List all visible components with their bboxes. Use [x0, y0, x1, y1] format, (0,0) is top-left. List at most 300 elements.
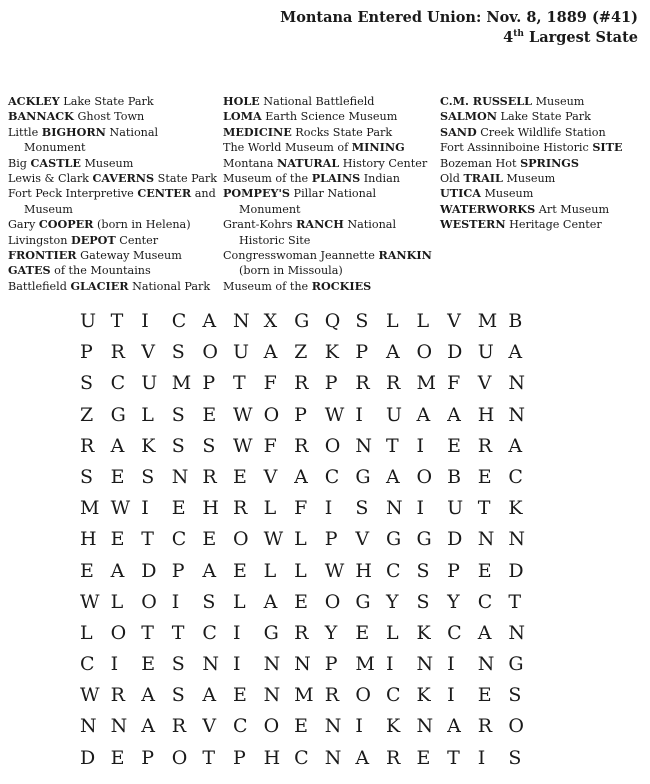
- grid-letter[interactable]: N: [232, 310, 250, 332]
- grid-letter[interactable]: L: [416, 310, 430, 332]
- word-list-keyword: COOPER: [38, 217, 94, 232]
- grid-letter[interactable]: A: [202, 310, 217, 332]
- grid-letter[interactable]: E: [477, 684, 492, 707]
- grid-letter[interactable]: K: [324, 341, 339, 364]
- grid-letter[interactable]: L: [294, 528, 307, 551]
- grid-letter[interactable]: M: [477, 310, 498, 332]
- word-list-keyword: LOMA: [223, 109, 262, 124]
- grid-letter[interactable]: V: [202, 715, 217, 738]
- grid-letter[interactable]: G: [355, 465, 371, 488]
- grid-letter[interactable]: E: [477, 465, 492, 488]
- word-list-keyword: GLACIER: [70, 278, 129, 293]
- grid-letter[interactable]: T: [232, 372, 246, 395]
- word-list-item: [440, 156, 650, 171]
- word-list-item-suffix: Heritage Center: [505, 218, 602, 232]
- grid-letter[interactable]: A: [294, 465, 308, 488]
- grid-letter[interactable]: C: [202, 621, 217, 644]
- grid-letter[interactable]: O: [324, 590, 341, 613]
- grid-letter[interactable]: C: [294, 746, 309, 769]
- grid-letter[interactable]: R: [294, 372, 309, 395]
- grid-letter[interactable]: U: [141, 372, 158, 395]
- grid-letter[interactable]: E: [232, 465, 247, 488]
- word-list-item-suffix: Center: [115, 233, 159, 247]
- word-list-item-suffix: National Monument: [24, 125, 159, 155]
- word-list-item-suffix: Earth Science Museum: [261, 110, 398, 124]
- grid-letter[interactable]: V: [447, 310, 461, 332]
- word-list-item: [8, 94, 223, 109]
- word-list-keyword: RANKIN: [378, 248, 432, 263]
- grid-letter[interactable]: S: [171, 403, 185, 426]
- grid-letter[interactable]: H: [80, 528, 97, 551]
- grid-letter[interactable]: Y: [447, 590, 460, 613]
- word-list-keyword: RANCH: [296, 217, 344, 232]
- grid-letter[interactable]: Q: [324, 310, 341, 332]
- grid-letter[interactable]: S: [508, 684, 522, 707]
- grid-letter[interactable]: I: [447, 684, 455, 707]
- grid-letter[interactable]: M: [171, 372, 192, 395]
- grid-letter[interactable]: O: [202, 341, 218, 364]
- grid-letter[interactable]: A: [447, 403, 461, 426]
- grid-letter[interactable]: U: [477, 341, 494, 364]
- grid-letter[interactable]: O: [324, 434, 341, 457]
- grid-letter[interactable]: M: [355, 653, 375, 676]
- grid-letter[interactable]: W: [232, 434, 253, 457]
- grid-row: [80, 649, 539, 680]
- grid-letter[interactable]: I: [477, 746, 486, 769]
- grid-row: [80, 368, 539, 399]
- grid-letter[interactable]: T: [110, 310, 124, 332]
- grid-letter[interactable]: O: [171, 746, 188, 769]
- grid-letter[interactable]: T: [171, 621, 185, 644]
- grid-letter[interactable]: R: [294, 434, 309, 457]
- grid-letter[interactable]: A: [385, 341, 400, 364]
- grid-letter[interactable]: I: [141, 310, 149, 332]
- word-list-keyword: BANNACK: [8, 109, 74, 124]
- word-list-item-prefix: Bozeman Hot: [440, 156, 521, 170]
- grid-letter[interactable]: T: [202, 746, 216, 769]
- grid-letter[interactable]: S: [171, 434, 185, 457]
- grid-letter[interactable]: H: [263, 746, 281, 769]
- grid-letter[interactable]: C: [385, 684, 401, 707]
- grid-letter[interactable]: T: [508, 590, 521, 613]
- grid-row: [80, 462, 539, 493]
- grid-letter[interactable]: N: [263, 684, 281, 707]
- grid-letter[interactable]: N: [294, 653, 311, 676]
- word-list-keyword: MINING: [351, 140, 405, 155]
- word-list-item-prefix: Grant-Kohrs: [223, 218, 297, 232]
- word-list-item: [8, 233, 223, 248]
- grid-letter[interactable]: N: [416, 653, 434, 676]
- grid-letter[interactable]: N: [263, 653, 281, 676]
- word-list-item-suffix: Creek Wildlife Station: [476, 125, 606, 139]
- word-list-keyword: SITE: [592, 140, 623, 155]
- grid-letter[interactable]: C: [171, 310, 187, 332]
- word-list-item-suffix: Rocks State Park: [291, 125, 393, 139]
- grid-letter[interactable]: W: [324, 559, 345, 582]
- grid-letter[interactable]: R: [171, 715, 187, 738]
- grid-letter[interactable]: K: [416, 684, 431, 707]
- grid-letter[interactable]: E: [171, 497, 186, 520]
- grid-letter[interactable]: R: [110, 684, 125, 707]
- grid-row: [80, 337, 539, 368]
- grid-letter[interactable]: I: [416, 497, 425, 520]
- word-list-item-prefix: Museum of the: [223, 172, 312, 186]
- grid-letter[interactable]: L: [385, 621, 399, 644]
- header-subtitle: [280, 28, 638, 48]
- word-list-keyword: ACKLEY: [8, 94, 60, 108]
- grid-letter[interactable]: A: [416, 403, 431, 426]
- grid-letter[interactable]: U: [447, 497, 464, 520]
- grid-letter[interactable]: N: [477, 528, 495, 551]
- grid-letter[interactable]: R: [355, 372, 370, 395]
- word-list-item-suffix: History Center: [339, 156, 428, 170]
- grid-letter[interactable]: M: [294, 684, 314, 707]
- grid-letter[interactable]: U: [385, 403, 402, 426]
- word-list-item-suffix: (born in Missoula): [239, 264, 343, 278]
- grid-letter[interactable]: C: [324, 465, 340, 488]
- grid-letter[interactable]: A: [202, 559, 217, 582]
- grid-letter[interactable]: N: [477, 653, 495, 676]
- grid-letter[interactable]: A: [385, 465, 400, 488]
- grid-letter[interactable]: N: [171, 465, 189, 488]
- grid-letter[interactable]: S: [355, 310, 369, 332]
- grid-letter[interactable]: S: [171, 341, 185, 364]
- word-list-item: [8, 125, 223, 156]
- grid-letter[interactable]: N: [324, 715, 342, 738]
- grid-letter[interactable]: N: [508, 372, 525, 395]
- grid-letter[interactable]: R: [202, 465, 217, 488]
- grid-letter[interactable]: S: [202, 590, 216, 613]
- grid-letter[interactable]: C: [508, 465, 523, 488]
- grid-letter[interactable]: W: [232, 403, 253, 426]
- grid-letter[interactable]: V: [355, 528, 370, 551]
- word-list-item-suffix: National Battlefield: [259, 95, 375, 108]
- word-list-item: [8, 186, 223, 217]
- grid-letter[interactable]: O: [355, 684, 371, 707]
- grid-letter[interactable]: K: [385, 715, 401, 738]
- grid-letter[interactable]: I: [416, 434, 425, 457]
- grid-letter[interactable]: O: [416, 465, 433, 488]
- grid-letter[interactable]: A: [508, 341, 523, 364]
- word-list-item: [8, 171, 223, 186]
- grid-letter[interactable]: N: [202, 653, 219, 676]
- grid-letter[interactable]: V: [477, 372, 492, 395]
- word-list-item-suffix: and Museum: [24, 187, 216, 216]
- grid-letter[interactable]: S: [202, 434, 216, 457]
- grid-letter[interactable]: T: [385, 434, 399, 457]
- word-list-item-suffix: of the Mountains: [50, 264, 151, 278]
- word-list-keyword: GATES: [8, 263, 51, 278]
- grid-letter[interactable]: N: [385, 497, 403, 520]
- word-list-keyword: SALMON: [440, 109, 497, 124]
- word-list-keyword: CAVERNS: [92, 171, 155, 186]
- grid-row: [80, 431, 539, 462]
- grid-letter[interactable]: A: [263, 341, 278, 364]
- grid-letter[interactable]: S: [80, 372, 94, 395]
- grid-letter[interactable]: F: [263, 434, 277, 457]
- grid-letter[interactable]: G: [385, 528, 402, 551]
- grid-letter[interactable]: W: [324, 403, 345, 426]
- grid-letter[interactable]: W: [80, 684, 100, 707]
- grid-letter[interactable]: C: [385, 559, 401, 582]
- grid-letter[interactable]: C: [171, 528, 187, 551]
- grid-letter[interactable]: H: [202, 497, 219, 520]
- grid-letter[interactable]: A: [355, 746, 370, 769]
- word-list-item: [223, 140, 438, 155]
- grid-letter[interactable]: I: [447, 653, 455, 676]
- grid-letter[interactable]: I: [324, 497, 333, 520]
- grid-letter[interactable]: N: [324, 746, 342, 769]
- grid-letter[interactable]: E: [202, 528, 217, 551]
- grid-letter[interactable]: P: [324, 372, 338, 395]
- grid-letter[interactable]: N: [110, 715, 128, 738]
- word-list-item-prefix: Old: [440, 172, 464, 186]
- grid-letter[interactable]: E: [110, 746, 125, 769]
- grid-letter[interactable]: I: [355, 403, 363, 426]
- grid-letter[interactable]: M: [416, 372, 436, 395]
- word-list-item: [8, 279, 223, 294]
- word-list-item: [8, 156, 223, 171]
- grid-letter[interactable]: C: [447, 621, 462, 644]
- grid-letter[interactable]: S: [80, 465, 94, 488]
- grid-letter[interactable]: L: [263, 559, 277, 582]
- grid-letter[interactable]: E: [80, 559, 94, 582]
- grid-letter[interactable]: P: [447, 559, 460, 582]
- word-list-item: [223, 248, 438, 279]
- grid-letter[interactable]: E: [355, 621, 370, 644]
- grid-letter[interactable]: H: [355, 559, 372, 582]
- grid-letter[interactable]: L: [110, 590, 124, 613]
- word-list-item-suffix: Indian: [360, 172, 400, 186]
- grid-letter[interactable]: A: [141, 715, 155, 738]
- word-list-item: [440, 140, 650, 155]
- grid-letter[interactable]: E: [110, 528, 125, 551]
- grid-letter[interactable]: G: [263, 621, 279, 644]
- grid-letter[interactable]: R: [385, 372, 401, 395]
- grid-letter[interactable]: L: [232, 590, 246, 613]
- grid-letter[interactable]: R: [477, 434, 493, 457]
- grid-letter[interactable]: O: [508, 715, 524, 738]
- grid-letter[interactable]: C: [232, 715, 248, 738]
- word-list-item: [223, 171, 438, 186]
- grid-letter[interactable]: O: [263, 403, 280, 426]
- word-list-item-suffix: Lake State Park: [59, 95, 154, 108]
- grid-letter[interactable]: R: [110, 341, 125, 364]
- grid-letter[interactable]: G: [355, 590, 371, 613]
- grid-letter[interactable]: I: [110, 653, 119, 676]
- grid-letter[interactable]: P: [355, 341, 369, 364]
- word-list-item: [223, 279, 438, 294]
- word-list-item-suffix: State Park: [154, 172, 217, 186]
- grid-letter[interactable]: W: [263, 528, 284, 551]
- word-list-item: [440, 125, 650, 140]
- word-list-item: [440, 171, 650, 186]
- grid-letter[interactable]: K: [508, 497, 523, 520]
- word-list-item: [440, 217, 650, 232]
- grid-letter[interactable]: A: [202, 684, 217, 707]
- grid-letter[interactable]: P: [294, 403, 307, 426]
- grid-letter[interactable]: I: [385, 653, 394, 676]
- grid-letter[interactable]: R: [80, 434, 95, 457]
- grid-letter[interactable]: O: [110, 621, 127, 644]
- grid-letter[interactable]: A: [508, 434, 523, 457]
- grid-row: [80, 493, 539, 524]
- grid-letter[interactable]: W: [110, 497, 131, 520]
- grid-letter[interactable]: D: [447, 341, 463, 364]
- grid-letter[interactable]: A: [447, 715, 461, 738]
- grid-letter[interactable]: H: [477, 403, 495, 426]
- word-list-keyword: CENTER: [137, 186, 192, 201]
- grid-letter[interactable]: T: [141, 621, 154, 644]
- grid-letter[interactable]: F: [294, 497, 308, 520]
- grid-letter[interactable]: A: [110, 434, 125, 457]
- grid-letter[interactable]: P: [324, 528, 338, 551]
- word-list-item-prefix: The World Museum of: [223, 141, 352, 155]
- grid-letter[interactable]: N: [508, 528, 525, 551]
- grid-letter[interactable]: S: [171, 653, 185, 676]
- word-list-keyword: HOLE: [223, 94, 260, 108]
- grid-letter[interactable]: G: [294, 310, 310, 332]
- grid-letter[interactable]: R: [385, 746, 401, 769]
- grid-letter[interactable]: O: [416, 341, 433, 364]
- grid-letter[interactable]: A: [110, 559, 125, 582]
- word-list-item: [223, 125, 438, 140]
- grid-letter[interactable]: P: [141, 746, 154, 769]
- grid-letter[interactable]: G: [110, 403, 126, 426]
- grid-letter[interactable]: T: [477, 497, 491, 520]
- grid-letter[interactable]: M: [80, 497, 100, 520]
- grid-letter[interactable]: T: [141, 528, 154, 551]
- grid-letter[interactable]: E: [477, 559, 492, 582]
- grid-letter[interactable]: W: [80, 590, 100, 613]
- grid-letter[interactable]: O: [232, 528, 249, 551]
- grid-letter[interactable]: A: [141, 684, 155, 707]
- grid-letter[interactable]: S: [508, 746, 522, 769]
- grid-letter[interactable]: I: [355, 715, 363, 738]
- grid-letter[interactable]: T: [447, 746, 460, 769]
- grid-letter[interactable]: P: [171, 559, 185, 582]
- grid-row: [80, 618, 539, 649]
- grid-letter[interactable]: K: [141, 434, 156, 457]
- grid-letter[interactable]: S: [416, 559, 430, 582]
- grid-letter[interactable]: R: [294, 621, 309, 644]
- grid-letter[interactable]: V: [141, 341, 155, 364]
- grid-letter[interactable]: S: [355, 497, 369, 520]
- word-list-item-prefix: Battlefield: [8, 279, 71, 293]
- word-list-item-suffix: Museum: [502, 172, 556, 186]
- grid-letter[interactable]: P: [232, 746, 246, 769]
- grid-letter[interactable]: D: [141, 559, 157, 582]
- word-list-keyword: SPRINGS: [520, 155, 579, 170]
- grid-letter[interactable]: G: [416, 528, 432, 551]
- grid-letter[interactable]: U: [232, 341, 249, 364]
- grid-letter[interactable]: I: [141, 497, 149, 520]
- grid-letter[interactable]: I: [232, 621, 241, 644]
- grid-letter[interactable]: E: [110, 465, 125, 488]
- grid-letter[interactable]: K: [416, 621, 431, 644]
- grid-row: [80, 711, 539, 742]
- word-list-item-suffix: Museum: [80, 156, 134, 170]
- grid-letter[interactable]: P: [80, 341, 93, 364]
- grid-letter[interactable]: E: [294, 715, 309, 738]
- grid-letter[interactable]: N: [508, 621, 525, 644]
- grid-letter[interactable]: N: [80, 715, 97, 738]
- grid-letter[interactable]: E: [447, 434, 461, 457]
- grid-letter[interactable]: R: [477, 715, 493, 738]
- grid-letter[interactable]: G: [508, 653, 524, 676]
- word-list-item-suffix: Gateway Museum: [76, 249, 182, 263]
- grid-letter[interactable]: I: [232, 653, 241, 676]
- grid-letter[interactable]: E: [232, 684, 247, 707]
- grid-letter[interactable]: C: [110, 372, 126, 395]
- grid-letter[interactable]: R: [324, 684, 340, 707]
- word-list-item: [223, 109, 438, 124]
- grid-letter[interactable]: P: [324, 653, 338, 676]
- grid-letter[interactable]: Y: [324, 621, 338, 644]
- grid-letter[interactable]: N: [508, 403, 525, 426]
- word-list-item-prefix: Little: [8, 125, 42, 139]
- grid-letter[interactable]: X: [263, 310, 278, 332]
- grid-letter[interactable]: P: [202, 372, 216, 395]
- grid-letter[interactable]: L: [141, 403, 154, 426]
- word-list-keyword: CASTLE: [30, 155, 81, 170]
- grid-letter[interactable]: D: [80, 746, 96, 769]
- grid-letter[interactable]: Z: [80, 403, 94, 426]
- grid-letter[interactable]: S: [171, 684, 185, 707]
- grid-letter[interactable]: D: [508, 559, 524, 582]
- grid-letter[interactable]: L: [263, 497, 277, 520]
- word-list-keyword: DEPOT: [71, 232, 116, 247]
- grid-letter[interactable]: V: [263, 465, 278, 488]
- grid-letter[interactable]: O: [263, 715, 280, 738]
- grid-letter[interactable]: S: [141, 465, 155, 488]
- grid-letter[interactable]: B: [508, 310, 523, 332]
- grid-letter[interactable]: E: [202, 403, 217, 426]
- grid-letter[interactable]: D: [447, 528, 463, 551]
- grid-letter[interactable]: E: [141, 653, 156, 676]
- grid-letter[interactable]: Z: [294, 341, 308, 364]
- grid-letter[interactable]: F: [263, 372, 277, 395]
- grid-letter[interactable]: L: [80, 621, 93, 644]
- word-list-keyword: WATERWORKS: [440, 201, 536, 216]
- word-list-item: [223, 186, 438, 217]
- grid-letter[interactable]: B: [447, 465, 462, 488]
- grid-letter[interactable]: N: [355, 434, 372, 457]
- grid-letter[interactable]: O: [141, 590, 157, 613]
- word-list-item-suffix: National Park: [128, 279, 211, 293]
- grid-letter[interactable]: S: [416, 590, 430, 613]
- grid-letter[interactable]: A: [263, 590, 278, 613]
- grid-letter[interactable]: C: [80, 653, 95, 676]
- grid-letter[interactable]: C: [477, 590, 493, 613]
- grid-letter[interactable]: I: [171, 590, 180, 613]
- grid-letter[interactable]: E: [232, 559, 247, 582]
- word-list-item: [8, 109, 223, 124]
- grid-letter[interactable]: E: [416, 746, 431, 769]
- grid-letter[interactable]: E: [294, 590, 309, 613]
- word-list-item-prefix: Fort Peck Interpretive: [8, 187, 138, 201]
- grid-letter[interactable]: R: [232, 497, 248, 520]
- word-list-item: [8, 217, 223, 232]
- grid-letter[interactable]: L: [294, 559, 307, 582]
- grid-letter[interactable]: Y: [385, 590, 399, 613]
- grid-letter[interactable]: F: [447, 372, 461, 395]
- grid-letter[interactable]: L: [385, 310, 399, 332]
- grid-row: [80, 306, 539, 337]
- grid-letter[interactable]: N: [416, 715, 434, 738]
- grid-letter[interactable]: A: [477, 621, 492, 644]
- grid-letter[interactable]: U: [80, 310, 97, 332]
